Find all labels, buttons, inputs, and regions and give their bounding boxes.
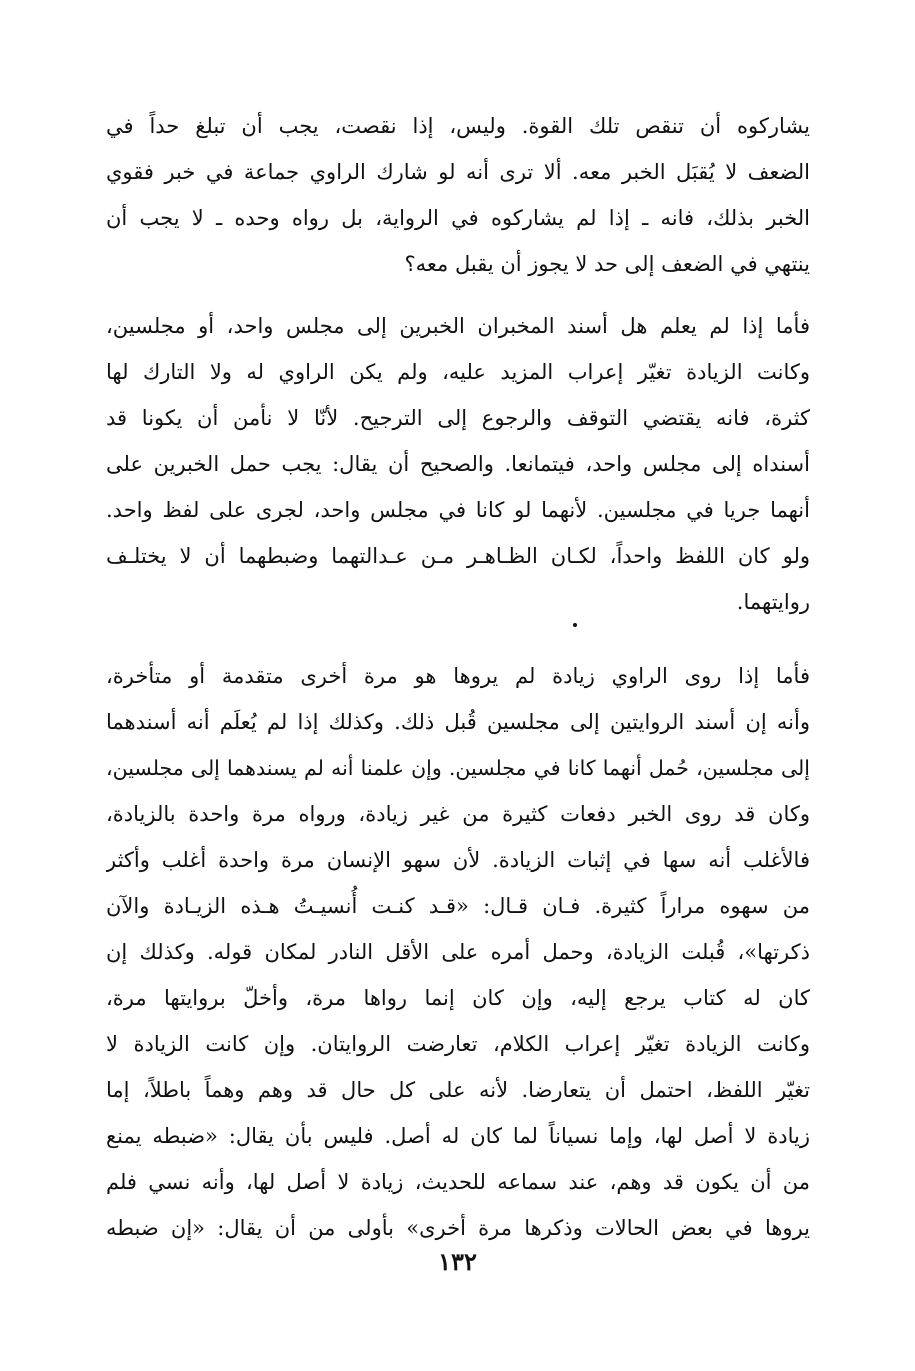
page-number: ١٣٢ bbox=[438, 1247, 477, 1276]
text-line: وأنه إن أسند الروايتين إلى مجلسين قُبل ذلك. وكذلك إذا لم يُعلَم أنه أسندهما bbox=[106, 710, 810, 734]
paragraph-3 bbox=[106, 653, 810, 1251]
text-line: كان له كتاب يرجع إليه، وإن كان إنما رواها مرة، وأخلّ بروايتها مرة، bbox=[106, 986, 810, 1010]
text-line: فأما إذا روى الراوي زيادة لم يروها هو مرة أخرى متقدمة أو متأخرة، bbox=[106, 664, 810, 688]
text-line: ذكرتها»، قُبلت الزيادة، وحمل أمره على الأقل النادر لمكان قوله. وكذلك إن bbox=[106, 940, 810, 964]
text-line: وكان قد روى الخبر دفعات كثيرة من غير زيادة، ورواه مرة واحدة بالزيادة، bbox=[106, 802, 810, 826]
text-line: ينتهي في الضعف إلى حد لا يجوز أن يقبل معه؟ bbox=[404, 252, 810, 276]
text-line: وكانت الزيادة تغيّر إعراب المزيد عليه، ولم يكن الراوي له ولا التارك لها bbox=[106, 360, 810, 384]
text-line: الضعف لا يُقبَل الخبر معه. ألا ترى أنه لو شارك الراوي جماعة في خبر فقوي bbox=[106, 160, 810, 184]
text-line: يروها في بعض الحالات وذكرها مرة أخرى» بأولى من أن يقال: «إن ضبطه bbox=[106, 1216, 810, 1240]
text-line: تغيّر اللفظ، احتمل أن يتعارضا. لأنه على كل حال قد وهم وهماً باطلاً، إما bbox=[106, 1078, 810, 1102]
text-line: الخبر بذلك، فانه ـ إذا لم يشاركوه في الرواية، بل رواه وحده ـ لا يجب أن bbox=[106, 206, 810, 230]
text-line: فأما إذا لم يعلم هل أسند المخبران الخبرين إلى مجلس واحد، أو مجلسين، bbox=[106, 314, 810, 338]
paragraph-1 bbox=[106, 103, 810, 287]
text-line: يشاركوه أن تنقص تلك القوة. وليس، إذا نقصت، يجب أن تبلغ حداً في bbox=[106, 114, 810, 138]
ink-dot bbox=[573, 623, 577, 627]
text-line: ولو كان اللفظ واحداً، لكـان الظـاهـر مـن عـدالتهما وضبطهما أن لا يختلـف bbox=[106, 544, 810, 568]
text-line: إلى مجلسين، حُمل أنهما كانا في مجلسين. وإن علمنا أنه لم يسندهما إلى مجلسين، bbox=[106, 756, 810, 780]
text-line: زيادة لا أصل لها، وإما نسياناً لما كان له أصل. فليس بأن يقال: «ضبطه يمنع bbox=[106, 1124, 810, 1148]
text-line: من أن يكون قد وهم، عند سماعه للحديث، زيادة لا أصل لها، وأنه نسي فلم bbox=[106, 1170, 810, 1194]
text-line: روايتهما. bbox=[736, 590, 810, 614]
text-line: أسنداه إلى مجلس واحد، فيتمانعا. والصحيح أن يقال: يجب حمل الخبرين على bbox=[106, 452, 810, 476]
text-line: وكانت الزيادة تغيّر إعراب الكلام، تعارضت الروايتان. وإن كانت الزيادة لا bbox=[106, 1032, 810, 1056]
paragraph-2 bbox=[106, 303, 810, 625]
text-line: أنهما جريا في مجلسين. لأنهما لو كانا في مجلس واحد، لجرى على لفظ واحد. bbox=[106, 498, 810, 522]
text-line: كثرة، فانه يقتضي التوقف والرجوع إلى الترجيح. لأنّا لا نأمن أن يكونا قد bbox=[106, 406, 810, 430]
text-line: من سهوه مراراً كثيرة. فـان قـال: «قـد كنـت أُنسيـتُ هـذه الزيـادة والآن bbox=[106, 894, 810, 918]
text-line: فالأغلب أنه سها في إثبات الزيادة. لأن سهو الإنسان مرة واحدة أغلب وأكثر bbox=[106, 848, 810, 872]
